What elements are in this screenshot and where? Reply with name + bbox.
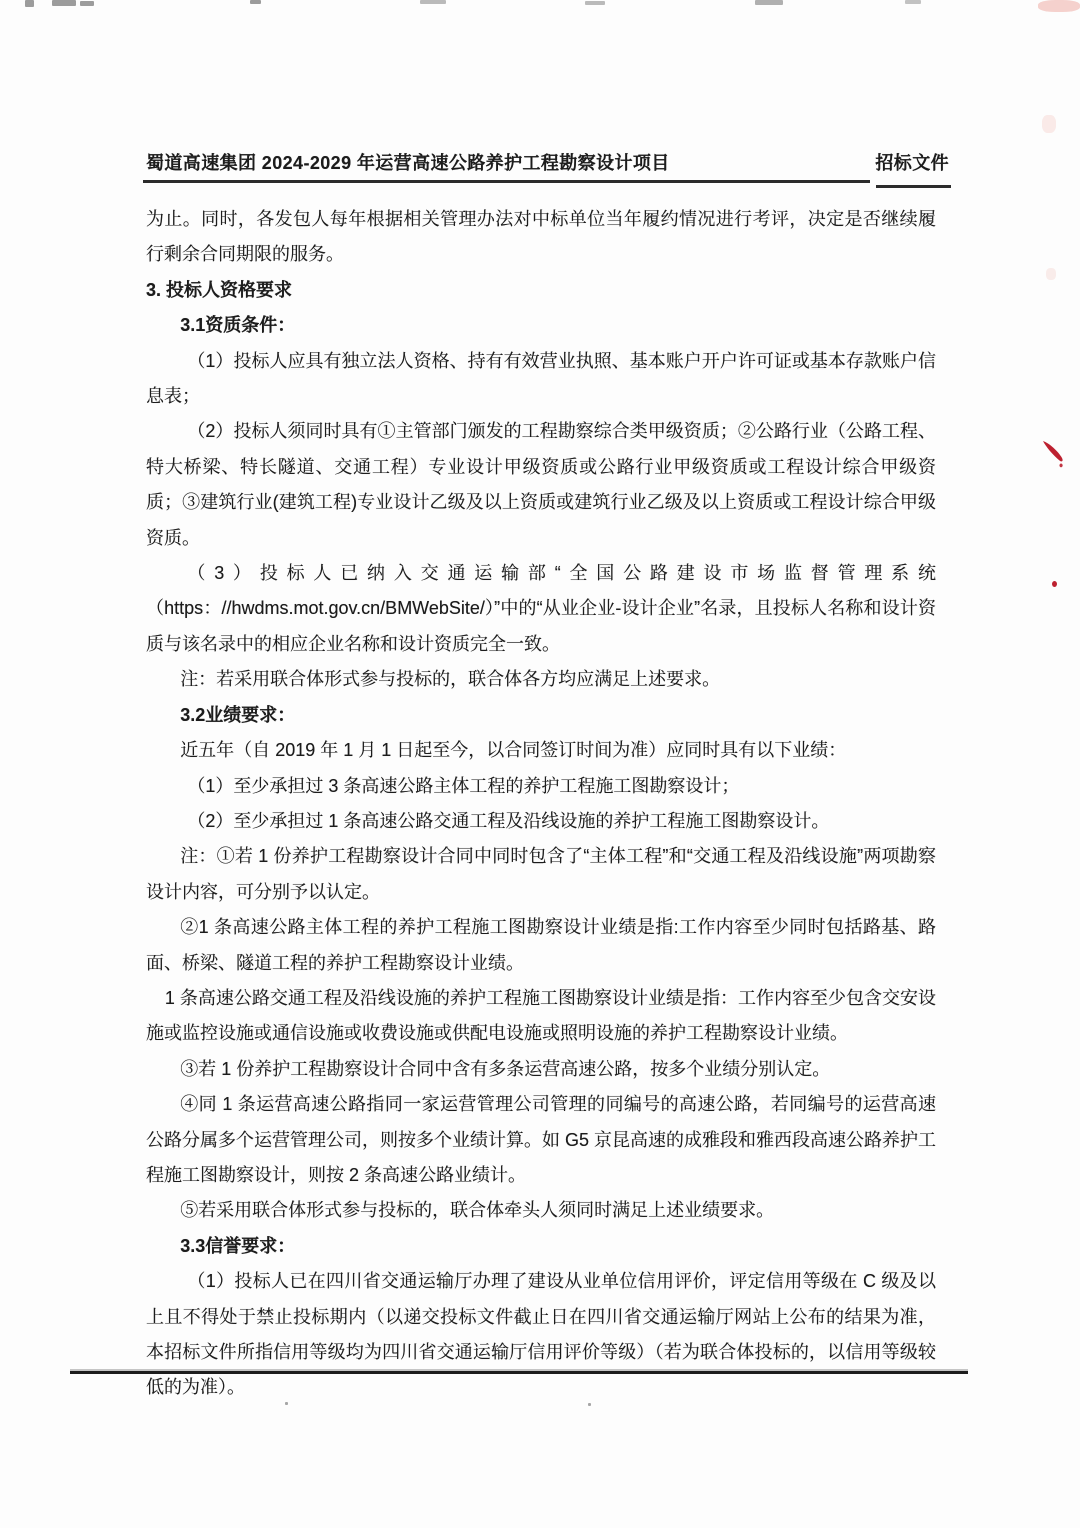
note-3-2-4: ④同 1 条运营高速公路指同一家运营管理公司管理的同编号的高速公路，若同编号的运营高速公路分属多个运营管理公司，则按多个业绩计算。如 G5 京昆高速的成雅段和雅西段高速公路养护工程施工图勘察设计，则按 2 条高速公路业绩计。 [146, 1094, 937, 1185]
red-tick-mark-icon [1041, 439, 1067, 469]
section-3-1-heading: 3.1资质条件： [180, 315, 296, 336]
note-3-1: 注：若采用联合体形式参与投标的，联合体各方均应满足上述要求。 [180, 669, 721, 690]
section-3-heading: 3. 投标人资格要求 [146, 279, 293, 300]
note-3-2-5: ⑤若采用联合体形式参与投标的，联合体牵头人须同时满足上述业绩要求。 [180, 1200, 775, 1221]
section-3-3-heading: 3.3信誉要求： [180, 1235, 296, 1256]
performance-period-intro: 近五年（自 2019 年 1 月 1 日起至今，以合同签订时间为准）应同时具有以下业绩： [180, 740, 847, 761]
header-project-title: 蜀道高速集团 2024-2029 年运营高速公路养护工程勘察设计项目 [146, 153, 670, 173]
clause-3-1-item-3: （3）投标人已纳入交通运输部“全国公路建设市场监督管理系统（https：//hwdms.mot.gov.cn/BMWebSite/）”中的“从业企业-设计企业”名录，且投标人名称和设计资质与该名录中的相应企业名称和设计资质完全一致。 [146, 563, 936, 654]
clause-3-3-item-1: （1）投标人已在四川省交通运输厅办理了建设从业单位信用评价，评定信用等级在 C 级及以上且不得处于禁止投标期内（以递交投标文件截止日在四川省交通运输厅网站上公布的结果为准，本招标文件所指信用等级均为四川省交通运输厅信用评价等级）（若为联合体投标的，以信用等级较低的为准）。 [146, 1271, 936, 1398]
header-rule [143, 180, 870, 183]
clause-3-2-item-1: （1）至少承担过 3 条高速公路主体工程的养护工程施工图勘察设计； [187, 775, 740, 796]
clause-3-1-item-2: （2）投标人须同时具有①主管部门颁发的工程勘察综合类甲级资质；②公路行业（公路工程、特大桥梁、特长隧道、交通工程）专业设计甲级资质或公路行业甲级资质或工程设计综合甲级资质；③建筑行业(建筑工程)专业设计乙级及以上资质或建筑行业乙级及以上资质或工程设计综合甲级资质。 [146, 421, 936, 548]
document-body [146, 202, 936, 1406]
section-3-2-heading: 3.2业绩要求： [180, 704, 296, 725]
header-doc-type: 招标文件 [875, 153, 949, 173]
paragraph-carryover: 为止。同时，各发包人每年根据相关管理办法对中标单位当年履约情况进行考评，决定是否继续履行剩余合同期限的服务。 [146, 209, 936, 265]
clause-3-1-item-1: （1）投标人应具有独立法人资格、持有有效营业执照、基本账户开户许可证或基本存款账户信息表； [146, 350, 936, 407]
note-3-2-2: ②1 条高速公路主体工程的养护工程施工图勘察设计业绩是指:工作内容至少同时包括路基、路面、桥梁、隧道工程的养护工程勘察设计业绩。 [146, 917, 936, 973]
note-3-2-3: ③若 1 份养护工程勘察设计合同中含有多条运营高速公路，按多个业绩分别认定。 [180, 1058, 831, 1079]
red-dot-mark-icon [1052, 581, 1057, 587]
note-3-2-1: 注：①若 1 份养护工程勘察设计合同中同时包含了“主体工程”和“交通工程及沿线设施”两项勘察设计内容，可分别予以认定。 [146, 846, 936, 902]
note-3-2-2-continued: 1 条高速公路交通工程及沿线设施的养护工程施工图勘察设计业绩是指：工作内容至少包含交安设施或监控设施或通信设施或收费设施或供配电设施或照明设施的养护工程勘察设计业绩。 [146, 987, 936, 1044]
page-header [146, 149, 949, 175]
clause-3-2-item-2: （2）至少承担过 1 条高速公路交通工程及沿线设施的养护工程施工图勘察设计。 [187, 810, 830, 831]
footer-rule [70, 1371, 968, 1374]
header-rule-right-segment [876, 185, 951, 188]
